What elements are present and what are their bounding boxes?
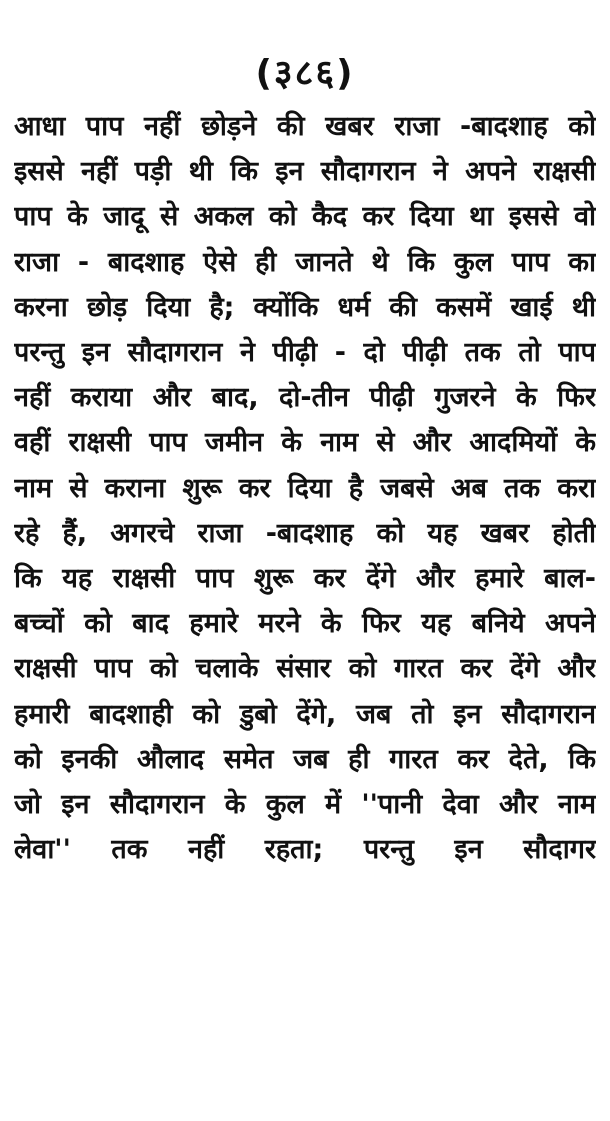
page-body-text [14, 104, 596, 872]
text-line: राक्षसी पाप को चलाके संसार को गारत कर देंगे और [14, 653, 596, 685]
text-line: लेवा'' तक नहीं रहता; परन्तु इन सौदागर [14, 834, 596, 866]
text-line: आधा पाप नहीं छोड़ने की खबर राजा -बादशाह को [14, 111, 596, 142]
text-line: राजा - बादशाह ऐसे ही जानते थे कि कुल पाप का [14, 246, 596, 278]
text-line: बच्चों को बाद हमारे मरने के फिर यह बनिये अपने [14, 608, 596, 640]
page-number: (३८६) [255, 53, 355, 94]
text-line: करना छोड़ दिया है; क्योंकि धर्म की कसमें खाई थी [14, 291, 596, 323]
text-line: परन्तु इन सौदागरान ने पीढ़ी - दो पीढ़ी तक तो पाप [14, 337, 596, 369]
text-line: को इनकी औलाद समेत जब ही गारत कर देते, कि [14, 743, 596, 775]
text-line: वहीं राक्षसी पाप जमीन के नाम से और आदमियों के [14, 427, 596, 459]
text-line: रहे हैं, अगरचे राजा -बादशाह को यह खबर होती [14, 517, 596, 549]
text-line: हमारी बादशाही को डुबो देंगे, जब तो इन सौदागरान [14, 698, 596, 730]
text-line: नहीं कराया और बाद, दो-तीन पीढ़ी गुजरने के फिर [14, 382, 596, 414]
text-line: नाम से कराना शुरू कर दिया है जबसे अब तक करा [14, 472, 596, 504]
text-line: इससे नहीं पड़ी थी कि इन सौदागरान ने अपने राक्षसी [14, 156, 596, 188]
text-line: जो इन सौदागरान के कुल में ''पानी देवा और नाम [14, 789, 596, 821]
text-line: पाप के जादू से अकल को कैद कर दिया था इससे वो [14, 201, 596, 233]
text-line: कि यह राक्षसी पाप शुरू कर देंगे और हमारे बाल- [14, 563, 596, 595]
